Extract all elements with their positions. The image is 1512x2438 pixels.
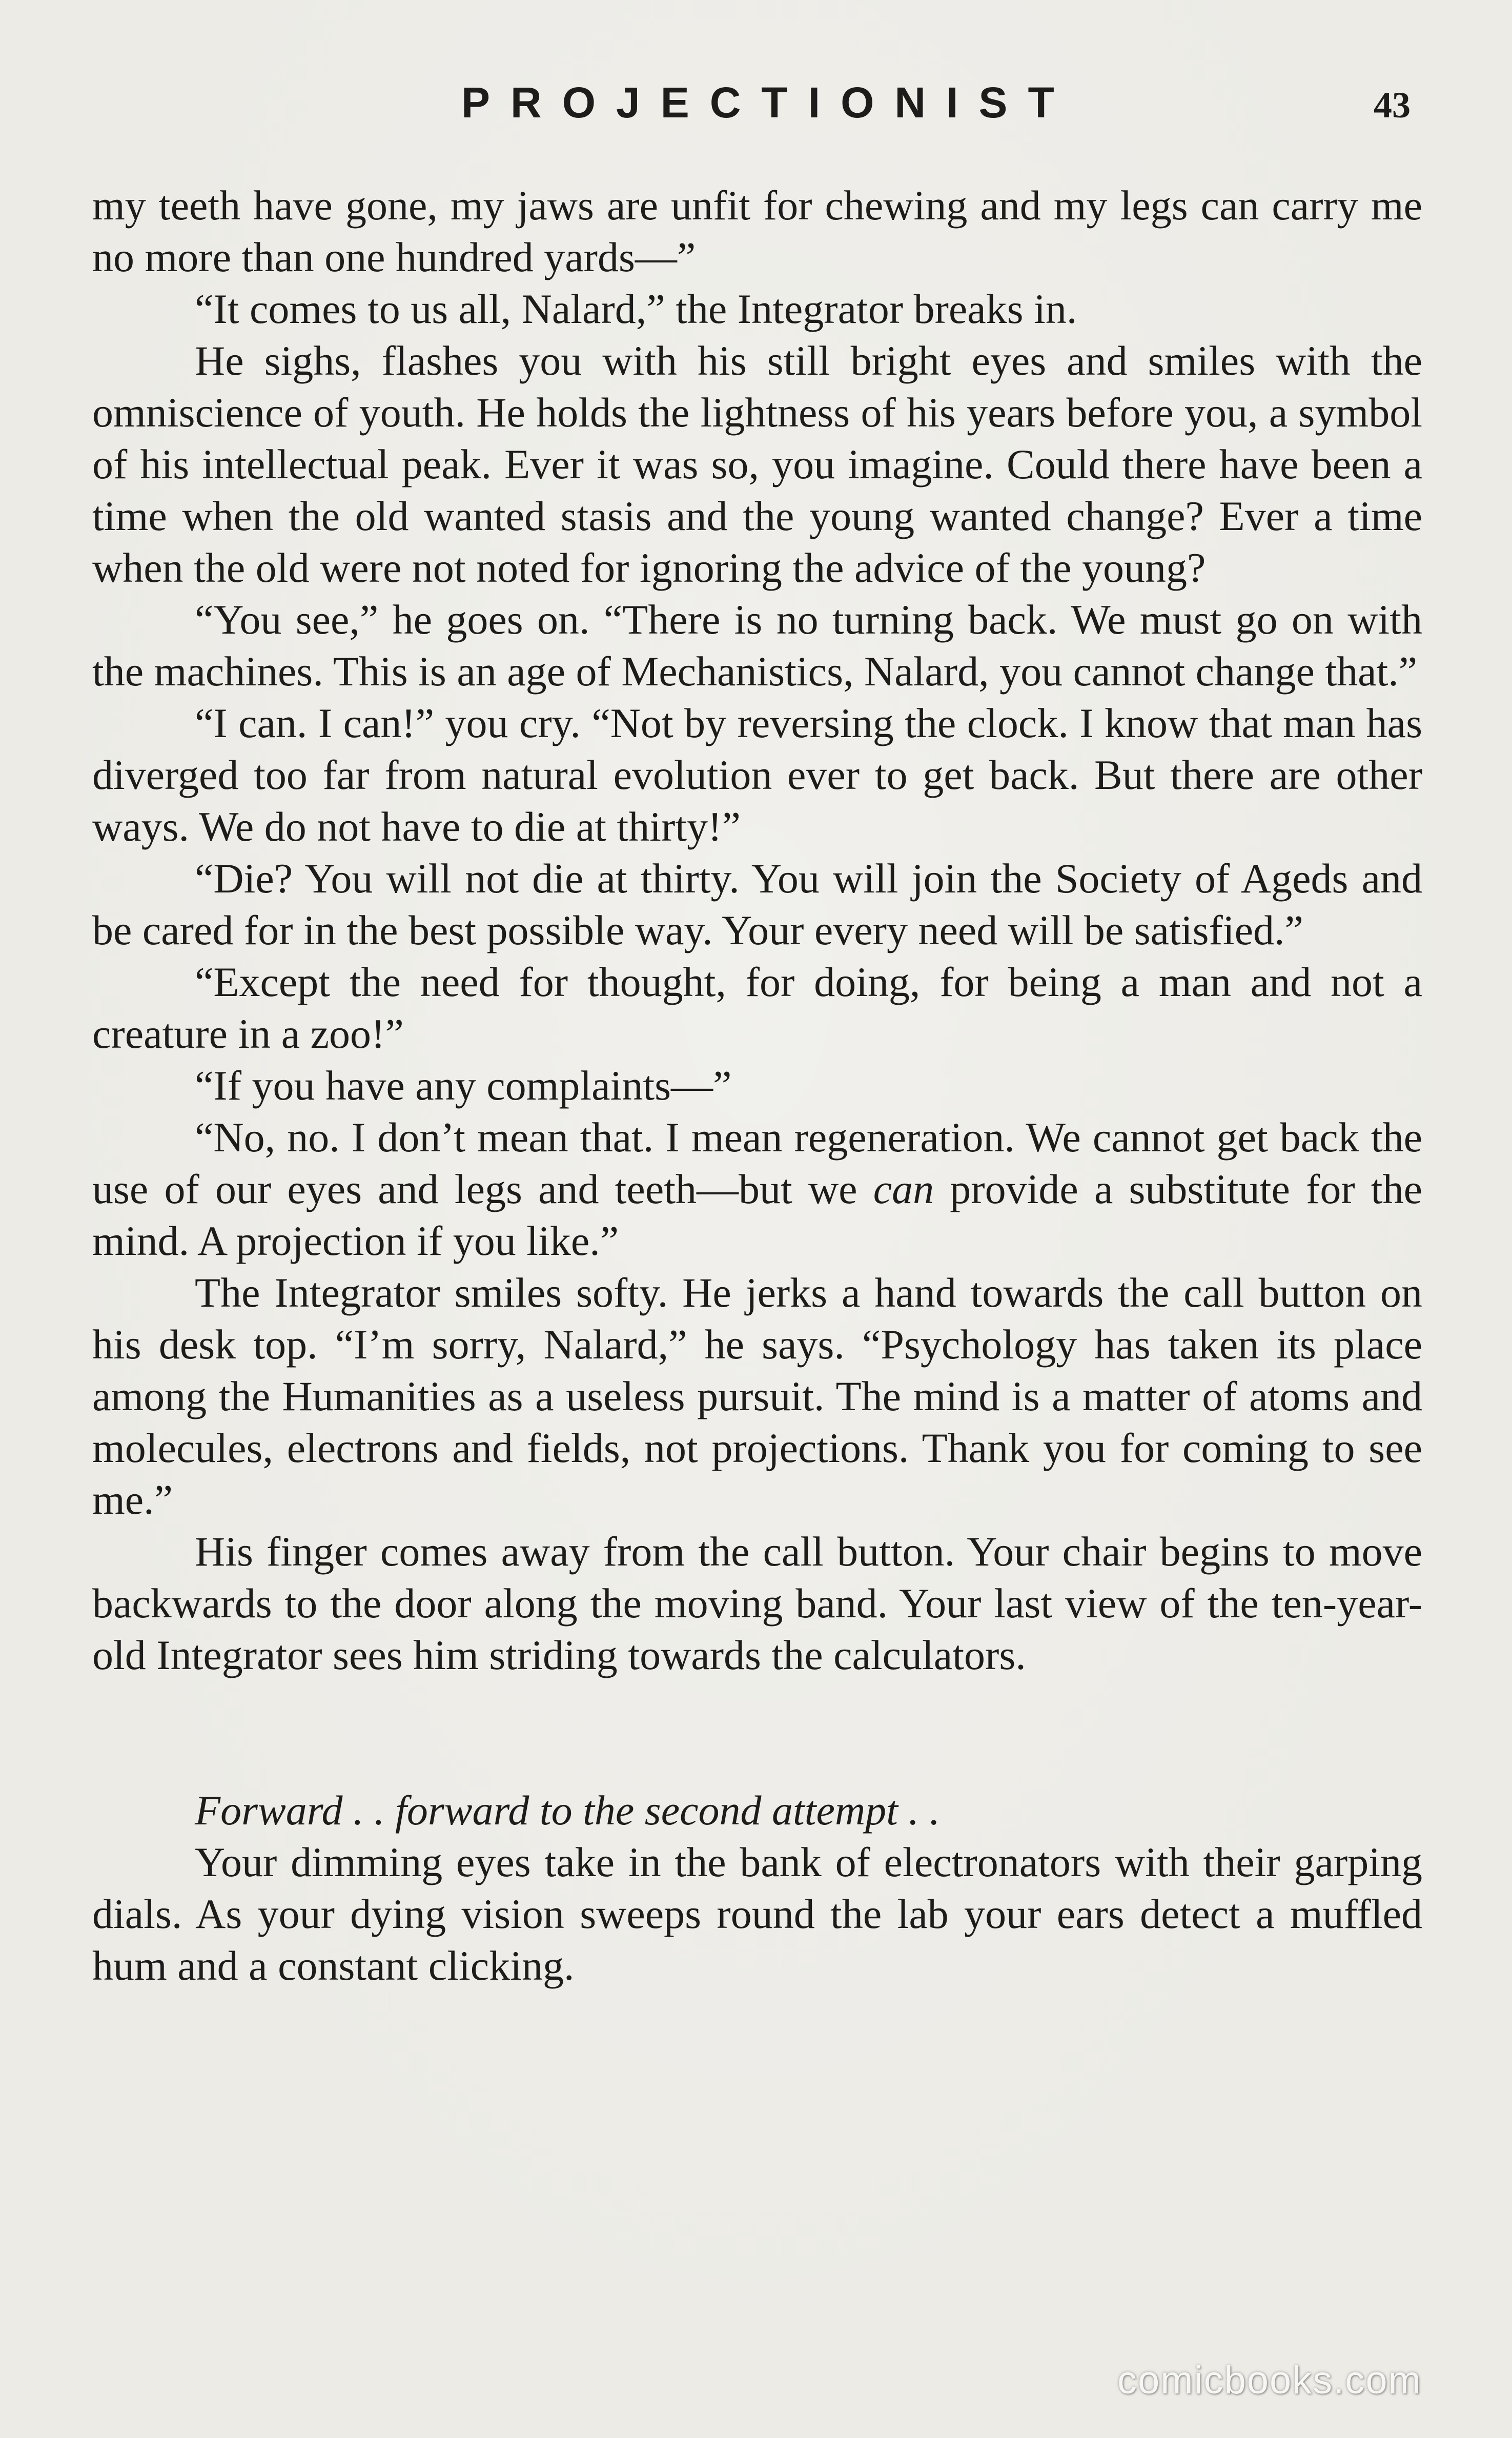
paragraph: “It comes to us all, Nalard,” the Integrator breaks in. [195, 286, 1077, 332]
italic-transition-line: Forward . . forward to the second attempt . . [195, 1787, 940, 1834]
paragraph: “Die? You will not die at thirty. You will join the Society of Ageds and be cared for in the best possible way. Your every need will be satisfied.” [92, 855, 1422, 953]
paragraph-text: “No, no. I don’t mean that. I mean regeneration. We cannot get back the use of our eyes and legs and teeth—but we [92, 1114, 1422, 1212]
paragraph-text: provide a substitute for the mind. A projection if you like.” [92, 1166, 1422, 1264]
emphasized-word: can [873, 1166, 934, 1212]
paragraph: He sighs, flashes you with his still bright eyes and smiles with the omniscience of youth. He holds the lightness of his years before you, a symbol of his intellectual peak. Ever it was so, you imagine. Could there have been a time when the old wanted stasis and the young wanted change? Ever a time when the old were not noted for ignoring the advice of the young? [92, 337, 1422, 591]
paragraph: His finger comes away from the call button. Your chair begins to move backwards to the door along the moving band. Your last view of the ten-year-old Integrator sees him striding towards the calculators. [92, 1528, 1422, 1678]
paragraph: “I can. I can!” you cry. “Not by reversing the clock. I know that man has diverged too far from natural evolution ever to get back. But there are other ways. We do not have to die at thirty!” [92, 700, 1422, 850]
paragraph: Your dimming eyes take in the bank of electronators with their garping dials. As your dying vision sweeps round the lab your ears detect a muffled hum and a constant clicking. [92, 1839, 1422, 1989]
paragraph: “Except the need for thought, for doing, for being a man and not a creature in a zoo!” [92, 959, 1422, 1057]
section-break [92, 1681, 1422, 1784]
paragraph: “If you have any complaints—” [195, 1062, 732, 1109]
paragraph [92, 1111, 1422, 1267]
paragraph: “You see,” he goes on. “There is no turning back. We must go on with the machines. This is an age of Mechanistics, Nalard, you cannot change that.” [92, 596, 1422, 695]
paragraph: my teeth have gone, my jaws are unfit for chewing and my legs can carry me no more than one hundred yards—” [92, 182, 1422, 280]
page-number: 43 [1374, 85, 1411, 126]
running-head-title: PROJECTIONIST [461, 78, 1075, 127]
running-head [0, 72, 1512, 133]
paragraph: The Integrator smiles softy. He jerks a hand towards the call button on his desk top. “I’m sorry, Nalard,” he says. “Psychology has taken its place among the Humanities as a useless pursuit. The mind is a matter of atoms and molecules, electrons and fields, not projections. Thank you for coming to see me.” [92, 1269, 1422, 1523]
watermark-logo: comicbooks.com [1117, 2359, 1422, 2402]
story-text [92, 179, 1422, 1992]
